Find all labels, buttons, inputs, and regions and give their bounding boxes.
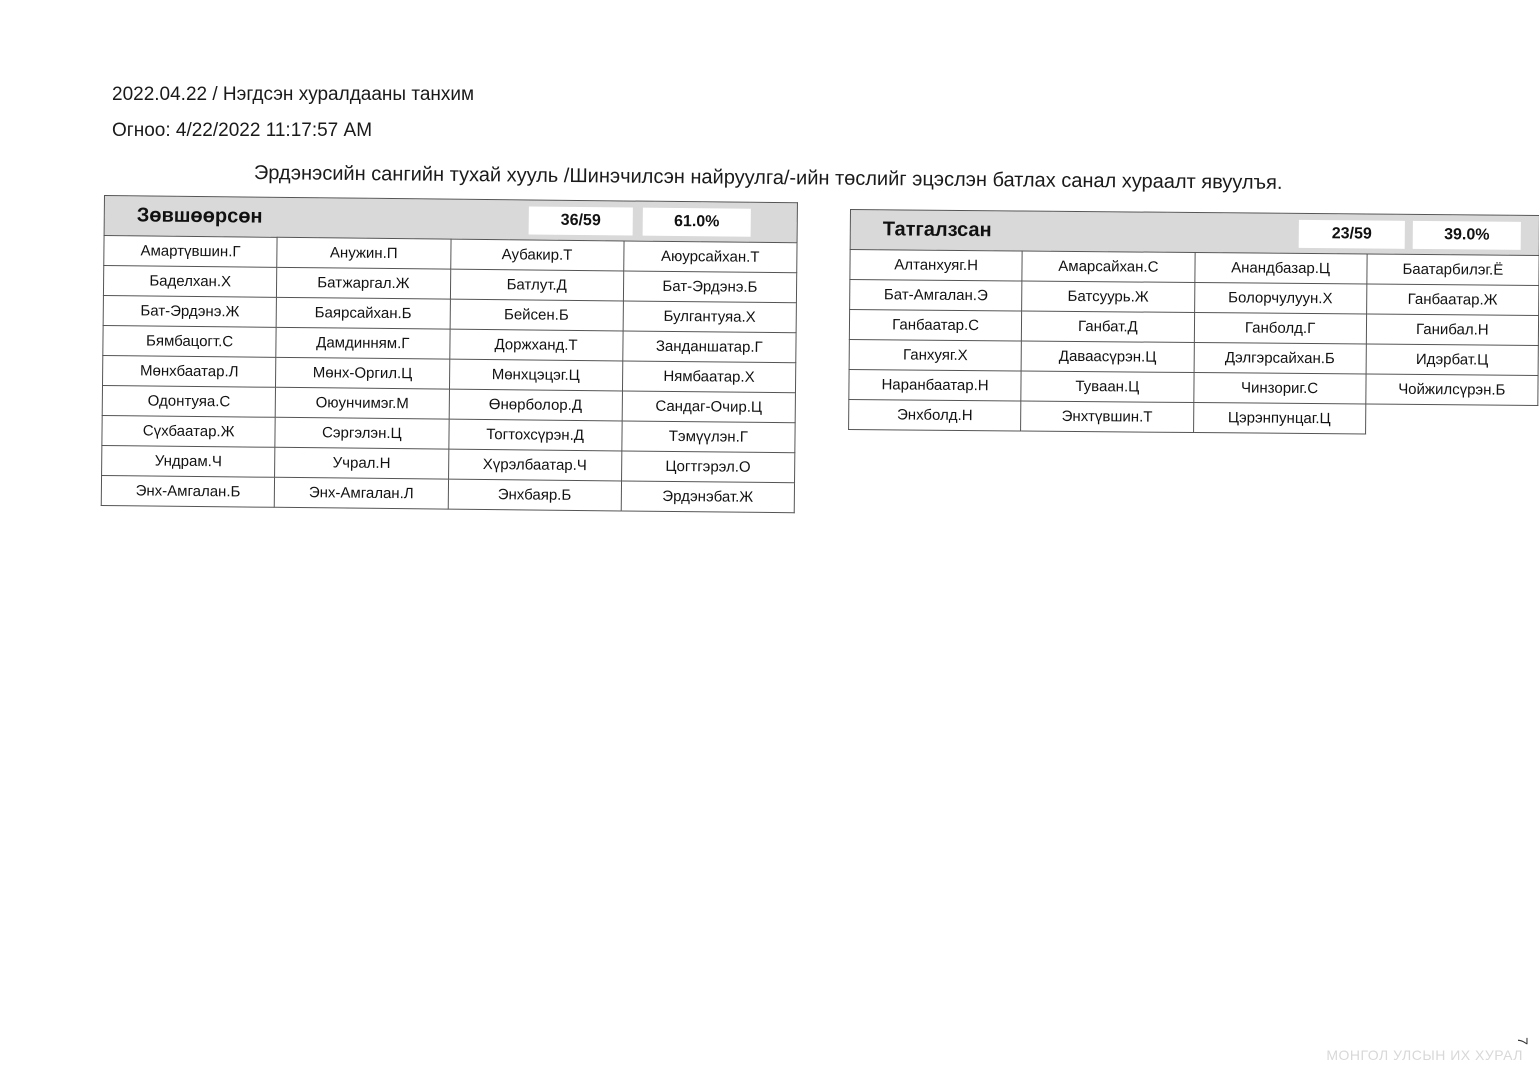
member-name-cell: Амартүвшин.Г: [104, 236, 278, 268]
member-name-cell: Энх-Амгалан.Б: [101, 475, 275, 507]
member-name-cell: Энх-Амгалан.Л: [274, 477, 448, 509]
member-name-cell: Дамдинням.Г: [276, 327, 450, 359]
member-name-cell: Бейсен.Б: [450, 299, 624, 331]
member-name-cell: Дэлгэрсайхан.Б: [1194, 343, 1367, 375]
rejected-percent: 39.0%: [1413, 221, 1521, 250]
member-name-cell: Аюурсайхан.Т: [623, 241, 797, 273]
member-name-cell: Туваан.Ц: [1021, 371, 1194, 403]
approved-header: [104, 196, 797, 243]
approved-percent: 61.0%: [643, 208, 751, 237]
member-name-cell: Ганибал.Н: [1366, 314, 1539, 346]
member-name-cell: Ганболд.Г: [1194, 313, 1367, 345]
member-name-cell: Идэрбат.Ц: [1366, 344, 1539, 376]
member-name-cell: Учрал.Н: [275, 447, 449, 479]
member-name-cell: Наранбаатар.Н: [849, 369, 1022, 401]
member-name-cell: Даваасүрэн.Ц: [1021, 341, 1194, 373]
member-name-cell: Амарсайхан.С: [1022, 251, 1195, 283]
member-name-cell: Тэмүүлэн.Г: [622, 421, 796, 453]
session-date-location: 2022.04.22 / Нэгдсэн хуралдааны танхим: [112, 84, 475, 105]
member-name-cell: Бямбацогт.С: [103, 325, 277, 357]
member-name-cell: Бат-Амгалан.Э: [850, 280, 1023, 312]
member-name-cell: Энхболд.Н: [849, 399, 1022, 431]
member-name-cell: Батлут.Д: [450, 269, 624, 301]
member-name-cell: Занданшатар.Г: [623, 331, 797, 363]
member-name-cell: Доржханд.Т: [449, 329, 623, 361]
member-name-cell: Баатарбилэг.Ё: [1367, 254, 1539, 286]
member-name-cell: Бат-Эрдэнэ.Б: [623, 271, 797, 303]
rejected-label: Татгалзсан: [882, 218, 992, 242]
rejected-votes-table: [848, 209, 1539, 436]
member-name-cell: Оюунчимэг.М: [275, 387, 449, 419]
member-name-cell: Нямбаатар.Х: [622, 361, 796, 393]
member-name-cell: Баярсайхан.Б: [276, 297, 450, 329]
member-name-cell: Мөнхбаатар.Л: [103, 355, 277, 387]
member-name-cell: Сүхбаатар.Ж: [102, 415, 276, 447]
member-name-cell: Батсуурь.Ж: [1022, 281, 1195, 313]
approved-count: 36/59: [529, 206, 633, 235]
member-name-cell: Ганбат.Д: [1022, 311, 1195, 343]
page-number: 7: [1515, 1037, 1532, 1045]
member-name-cell: Баделхан.Х: [103, 266, 277, 298]
member-name-cell: Ганбаатар.С: [849, 310, 1022, 342]
member-name-cell: Анужин.П: [277, 237, 451, 269]
member-name-cell: Хүрэлбаатар.Ч: [448, 449, 622, 481]
member-name-cell: Булгантуяа.Х: [623, 301, 797, 333]
member-name-cell: Одонтуяа.С: [102, 385, 276, 417]
member-name-cell: Аубакир.Т: [450, 239, 624, 271]
member-name-cell: Ганбаатар.Ж: [1366, 284, 1539, 316]
member-name-cell: Анандбазар.Ц: [1194, 253, 1367, 285]
member-name-cell: Алтанхуяг.Н: [850, 250, 1023, 282]
empty-cell: [1365, 404, 1538, 436]
member-name-cell: Тогтохсүрэн.Д: [448, 419, 622, 451]
member-name-cell: Бат-Эрдэнэ.Ж: [103, 295, 277, 327]
member-name-cell: Мөнх-Оргил.Ц: [276, 357, 450, 389]
table-row: [849, 399, 1538, 435]
rejected-header: [850, 210, 1539, 256]
vote-timestamp: Огноо: 4/22/2022 11:17:57 AM: [112, 120, 373, 141]
member-name-cell: Сэргэлэн.Ц: [275, 417, 449, 449]
vote-title: Эрдэнэсийн сангийн тухай хууль /Шинэчилсэн найруулга/-ийн төслийг эцэслэн батлах санал хураалт явуулъя.: [253, 162, 1283, 194]
member-name-cell: Ганхуяг.Х: [849, 339, 1022, 371]
member-name-cell: Батжаргал.Ж: [277, 267, 451, 299]
member-name-cell: Чойжилсүрэн.Б: [1366, 374, 1539, 406]
member-name-cell: Энхтүвшин.Т: [1021, 401, 1194, 433]
approved-votes-table: [101, 195, 798, 513]
member-name-cell: Сандаг-Очир.Ц: [622, 391, 796, 423]
approved-label: Зөвшөөрсөн: [136, 204, 263, 228]
member-name-cell: Цогтгэрэл.О: [621, 451, 795, 483]
member-name-cell: Цэрэнпунцаг.Ц: [1193, 403, 1366, 435]
member-name-cell: Энхбаяр.Б: [448, 479, 622, 511]
table-row: [101, 475, 794, 512]
member-name-cell: Эрдэнэбат.Ж: [621, 481, 795, 513]
member-name-cell: Чинзориг.С: [1193, 373, 1366, 405]
member-name-cell: Болорчулуун.Х: [1194, 283, 1367, 315]
rejected-count: 23/59: [1299, 220, 1405, 249]
member-name-cell: Өнөрболор.Д: [449, 389, 623, 421]
member-name-cell: Ундрам.Ч: [102, 445, 276, 477]
watermark: МОНГОЛ УЛСЫН ИХ ХУРАЛ: [1326, 1047, 1523, 1063]
member-name-cell: Мөнхцэцэг.Ц: [449, 359, 623, 391]
